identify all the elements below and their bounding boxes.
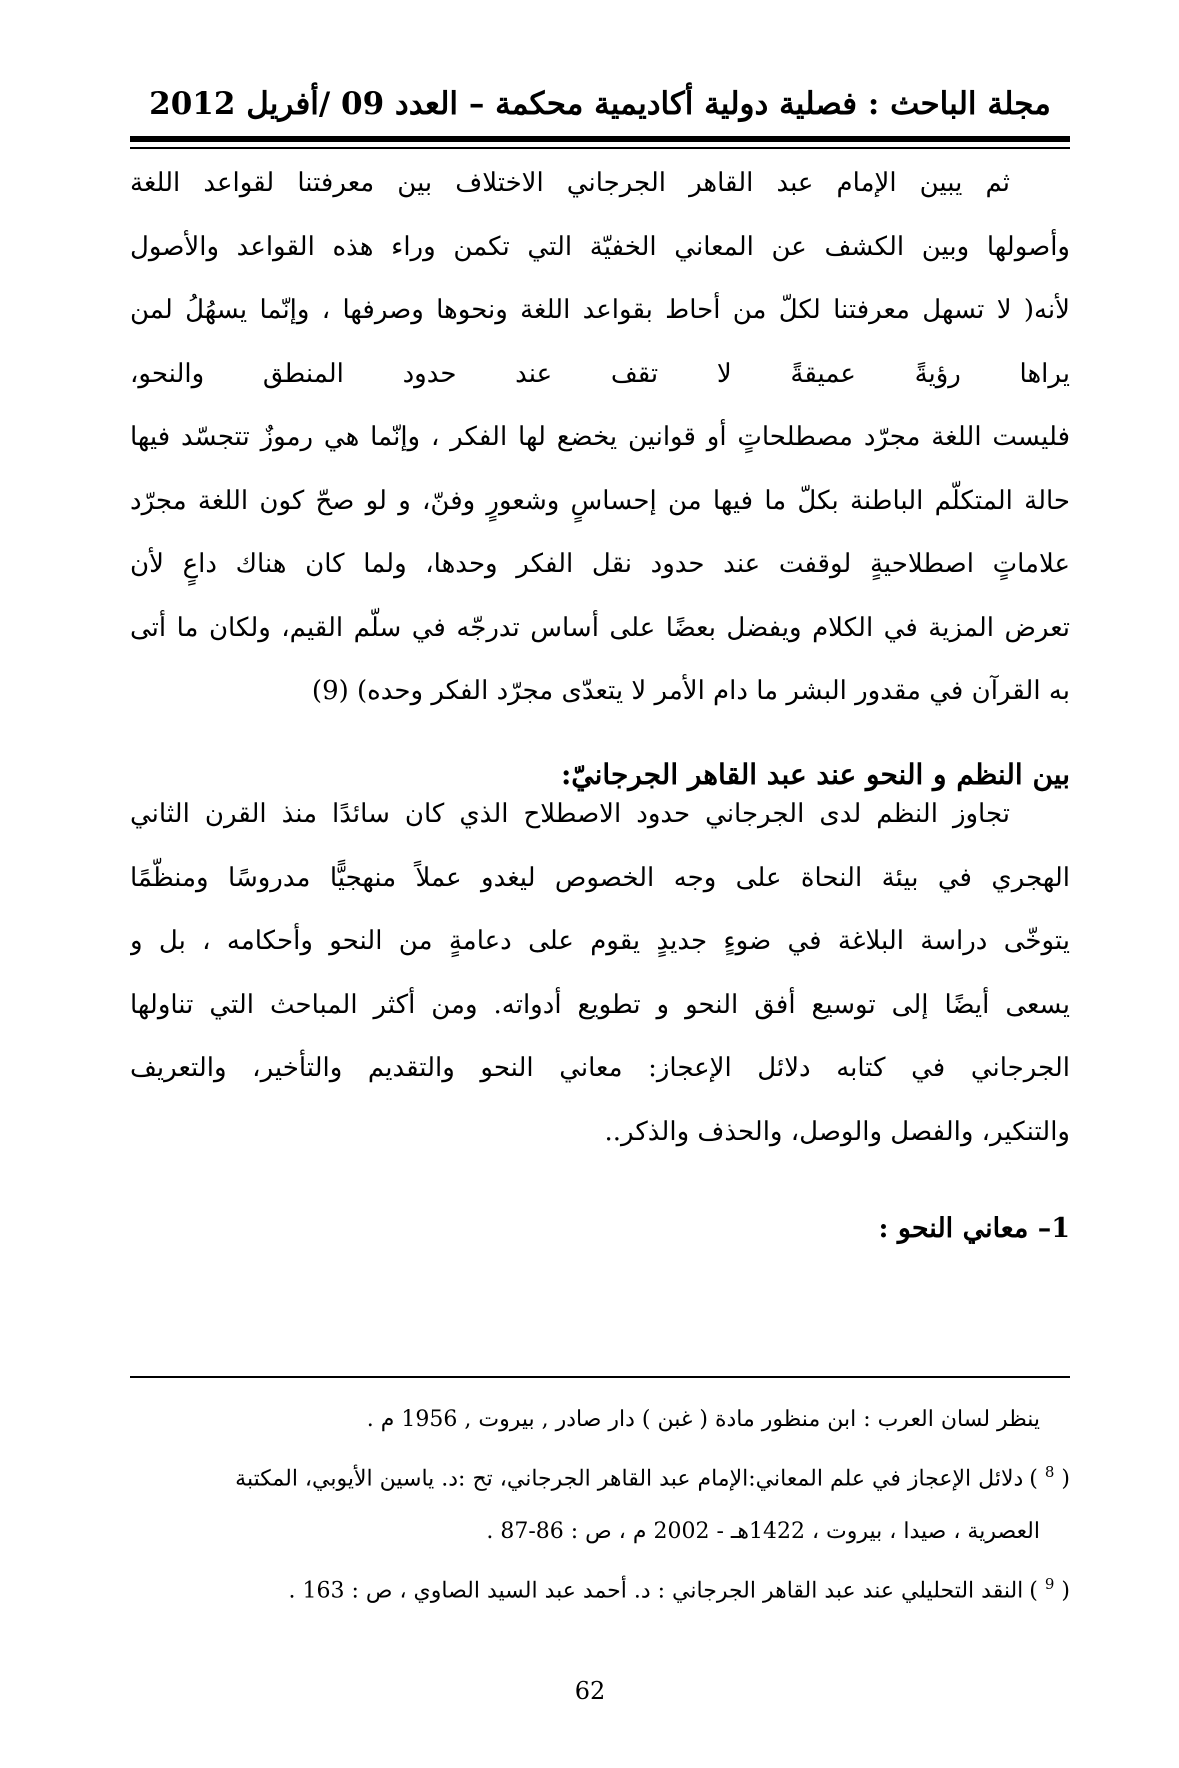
paragraph-2: [130, 783, 1070, 1164]
footnote-text: النقد التحليلي عند عبد القاهر الجرجاني : د. أحمد عبد السيد الصاوي ، ص : 163 .: [288, 1578, 1024, 1604]
subsection-heading: 1– معاني النحو :: [878, 1213, 1070, 1244]
paragraph-line: الهجري في بيئة النحاة على وجه الخصوص ليغدو عملاً منهجيًّا مدروسًا ومنظّمًا: [130, 862, 1070, 893]
header-rule-thick: [130, 136, 1070, 142]
footnote-rule: [130, 1376, 1070, 1378]
paragraph-line: ثم يبين الإمام عبد القاهر الجرجاني الاختلاف بين معرفتنا لقواعد اللغة: [130, 168, 1010, 198]
footnote-number: 9: [1044, 1575, 1055, 1594]
paragraph-line: علاماتٍ اصطلاحيةٍ لوقفت عند حدود نقل الفكر وحدها، ولما كان هناك داعٍ لأن: [130, 549, 1070, 579]
paragraph-line: الجرجاني في كتابه دلائل الإعجاز: معاني النحو والتقديم والتأخير، والتعريف: [130, 1053, 1070, 1083]
footnote-8: [130, 1446, 1070, 1505]
paragraph-line: والتنكير، والفصل والوصل، والحذف والذكر..: [604, 1116, 1070, 1147]
footnote-marker: ( $^8$ ): [1029, 1463, 1070, 1492]
paragraph-line: تجاوز النظم لدى الجرجاني حدود الاصطلاح الذي كان سائدًا منذ القرن الثاني: [130, 799, 1010, 829]
footnote-marker: ( $^9$ ): [1029, 1575, 1070, 1604]
paragraph-line: به القرآن في مقدور البشر ما دام الأمر لا يتعدّى مجرّد الفكر وحده) (9): [311, 676, 1070, 706]
section-heading: بين النظم و النحو عند عبد القاهر الجرجانيّ:: [560, 758, 1070, 791]
footnote-line: العصرية ، صيدا ، بيروت ، 1422هـ - 2002 م ، ص : 86-87 .: [486, 1519, 1040, 1545]
paragraph-line: يسعى أيضًا إلى توسيع أفق النحو و تطويع أدواته. ومن أكثر المباحث التي تناولها: [130, 989, 1070, 1020]
paragraph-line: وأصولها وبين الكشف عن المعاني الخفيّة التي تكمن وراء هذه القواعد والأصول: [130, 231, 1070, 262]
paragraph-line: يتوخّى دراسة البلاغة في ضوءٍ جديدٍ يقوم على دعامةٍ من النحو وأحكامه ، بل و: [130, 926, 1070, 956]
footnote-text: دلائل الإعجاز في علم المعاني:الإمام عبد القاهر الجرجاني، تح :د. ياسين الأيوبي، المكتبة: [235, 1466, 1024, 1492]
header-rule-thin: [130, 147, 1070, 149]
paragraph-line: يراها رؤيةً عميقةً لا تقف عند حدود المنطق والنحو،: [130, 358, 1070, 389]
footnotes: [130, 1393, 1070, 1618]
paragraph-1: [130, 152, 1070, 724]
footnote-number: 8: [1044, 1463, 1055, 1481]
journal-header-title: مجلة الباحث : فصلية دولية أكاديمية محكمة – العدد 09 /أفريل 2012: [149, 86, 1051, 122]
footnote-line: ينظر لسان العرب : ابن منظور مادة ( غبن ) دار صادر , بيروت , 1956 م .: [366, 1407, 1040, 1432]
paragraph-line: تعرض المزية في الكلام ويفضل بعضًا على أساس تدرجّه في سلّم القيم، ولكان ما أتى: [130, 612, 1070, 643]
page-number: 62: [574, 1677, 606, 1705]
footnote-9: [130, 1558, 1070, 1617]
paragraph-line: فليست اللغة مجرّد مصطلحاتٍ أو قوانين يخضع لها الفكر ، وإنّما هي رموزٌ تتجسّد فيها: [130, 422, 1070, 452]
paragraph-line: حالة المتكلّم الباطنة بكلّ ما فيها من إحساسٍ وشعورٍ وفنّ، و لو صحّ كون اللغة مجرّد: [130, 485, 1070, 516]
paragraph-line: لأنه( لا تسهل معرفتنا لكلّ من أحاط بقواعد اللغة ونحوها وصرفها ، وإنّما يسهُلُ لمن: [130, 295, 1070, 325]
